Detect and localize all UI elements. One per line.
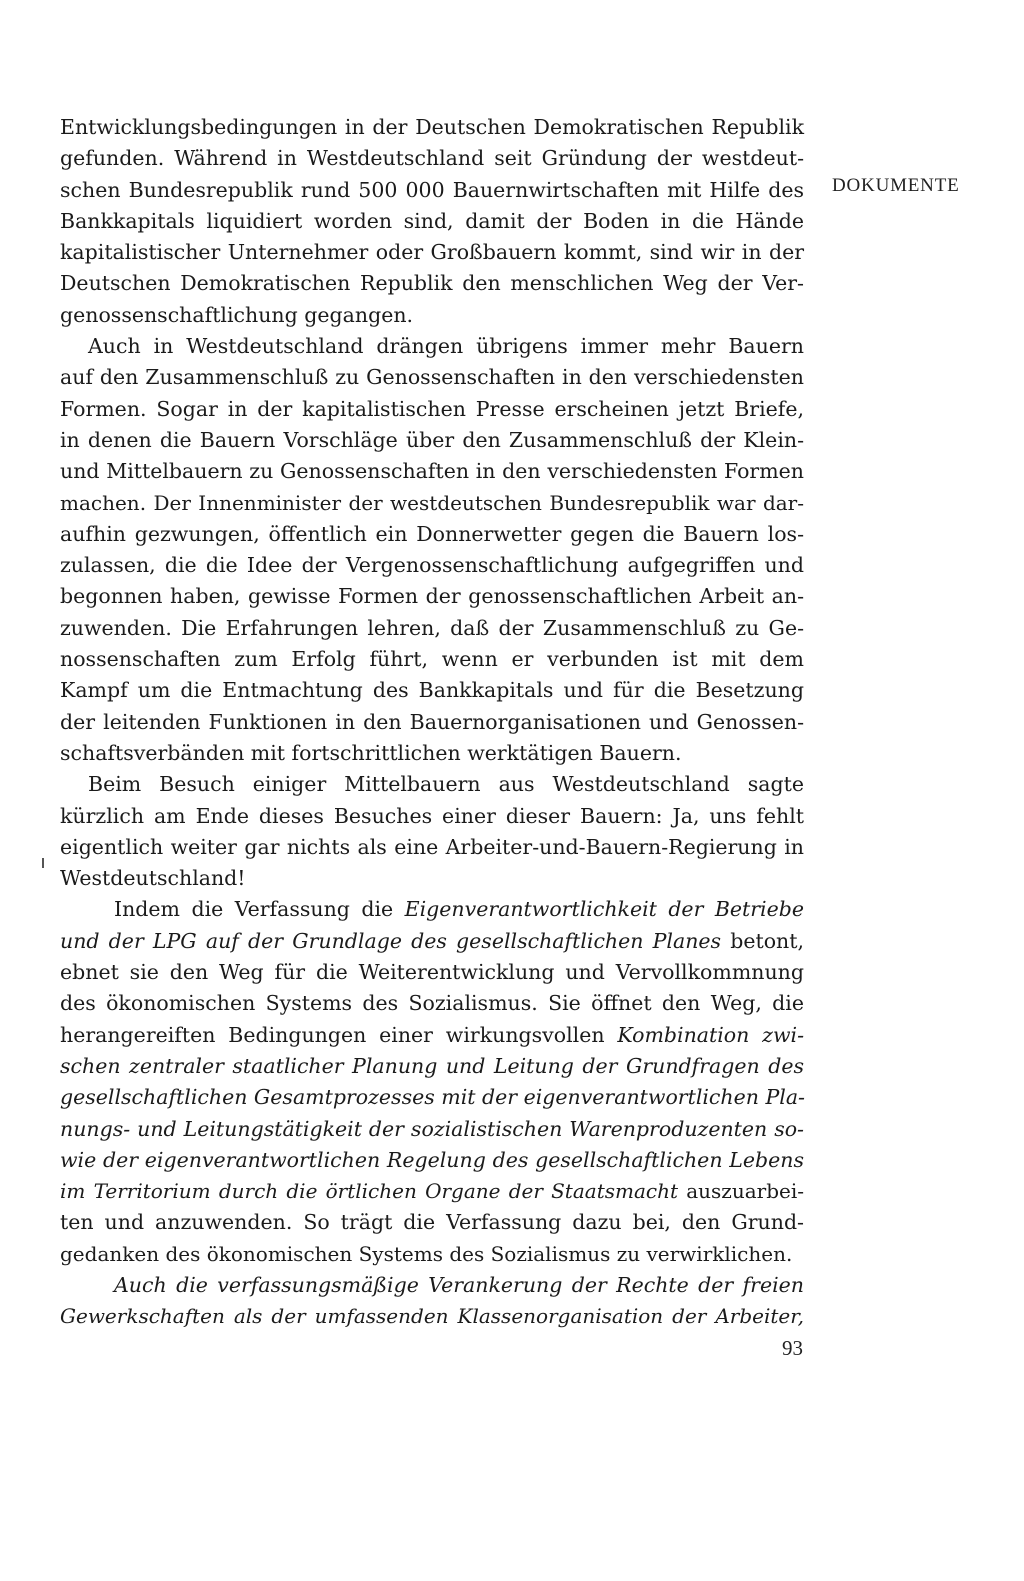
text-line [60, 1114, 804, 1145]
text-segment: auszuarbei- [678, 1179, 804, 1204]
italic-text-segment: Gewerkschaften als der umfassenden Klassenorganisation der Arbeiter, [60, 1304, 804, 1329]
text-segment: auf den Zusammenschluß zu Genossenschaften in den verschiedensten [60, 365, 804, 390]
text-line [60, 550, 804, 581]
italic-text-segment: gesellschaftlichen Gesamtprozesses mit der eigenverantwortlichen Pla- [60, 1085, 805, 1110]
text-line [60, 425, 804, 456]
body-text [60, 112, 804, 1333]
text-line [60, 832, 804, 863]
italic-text-segment: und der LPG auf der Grundlage des gesellschaftlichen Planes [60, 928, 722, 953]
text-line [60, 331, 804, 362]
italic-text-segment: Kombination zwi- [617, 1022, 804, 1047]
text-line [60, 519, 804, 550]
text-segment: Bankkapitals liquidiert worden sind, damit der Boden in die Hände [60, 208, 804, 233]
text-line [60, 894, 804, 925]
italic-text-segment: schen zentraler staatlicher Planung und Leitung der Grundfragen des [60, 1053, 804, 1078]
text-segment: schen Bundesrepublik rund 500 000 Bauernwirtschaften mit Hilfe des [60, 177, 804, 202]
text-line [60, 1207, 804, 1238]
text-segment: aufhin gezwungen, öffentlich ein Donnerwetter gegen die Bauern los- [60, 521, 804, 546]
text-line [60, 926, 804, 957]
text-line [60, 362, 804, 393]
text-segment: Westdeutschland! [60, 866, 246, 891]
text-segment: kapitalistischer Unternehmer oder Großbauern kommt, sind wir in der [60, 240, 804, 265]
text-line [60, 707, 804, 738]
text-line [60, 1239, 804, 1270]
text-segment: des ökonomischen Systems des Sozialismus. Sie öffnet den Weg, die [60, 991, 804, 1016]
text-segment: der leitenden Funktionen in den Bauernorganisationen und Genossen- [60, 709, 804, 734]
text-line [60, 1176, 804, 1207]
text-segment: schaftsverbänden mit fortschrittlichen werktätigen Bauern. [60, 740, 682, 765]
text-line [60, 769, 804, 800]
text-line [60, 801, 804, 832]
text-segment: herangereiften Bedingungen einer wirkungsvollen [60, 1022, 618, 1047]
text-line [60, 268, 804, 299]
text-segment: gedanken des ökonomischen Systems des Sozialismus zu verwirklichen. [60, 1241, 793, 1266]
text-segment: zuwenden. Die Erfahrungen lehren, daß der Zusammenschluß zu Ge- [60, 615, 804, 640]
italic-text-segment: Eigenverantwortlichkeit der Betriebe [404, 897, 804, 922]
text-line [60, 1270, 804, 1301]
text-line [60, 112, 804, 143]
text-line [60, 957, 804, 988]
text-segment: gefunden. Während in Westdeutschland seit Gründung der westdeut- [60, 146, 804, 171]
text-line [60, 206, 804, 237]
italic-text-segment: wie der eigenverantwortlichen Regelung des gesellschaftlichen Lebens [60, 1147, 804, 1172]
text-segment: ebnet sie den Weg für die Weiterentwicklung und Vervollkommnung [60, 960, 804, 985]
text-line [60, 237, 804, 268]
text-line [60, 613, 804, 644]
text-line [60, 1020, 804, 1051]
italic-text-segment: Auch die verfassungsmäßige Verankerung der Rechte der freien [114, 1272, 804, 1297]
text-segment: nossenschaften zum Erfolg führt, wenn er verbunden ist mit dem [60, 647, 804, 672]
text-segment: kürzlich am Ende dieses Besuches einer dieser Bauern: Ja, uns fehlt [60, 803, 804, 828]
italic-text-segment: nungs- und Leitungstätigkeit der sozialistischen Warenproduzenten so- [60, 1116, 804, 1141]
text-line [60, 300, 804, 331]
text-segment: begonnen haben, gewisse Formen der genossenschaftlichen Arbeit an- [60, 584, 804, 609]
text-segment: Indem die Verfassung die [114, 897, 405, 922]
text-segment: Beim Besuch einiger Mittelbauern aus Westdeutschland sagte [88, 772, 804, 797]
text-line [60, 1301, 804, 1332]
text-line [60, 1145, 804, 1176]
text-line [60, 456, 804, 487]
text-segment: machen. Der Innenminister der westdeutschen Bundesrepublik war dar- [60, 490, 804, 515]
text-line [60, 1051, 804, 1082]
text-segment: in denen die Bauern Vorschläge über den Zusammenschluß der Klein- [60, 427, 804, 452]
text-line [60, 863, 804, 894]
text-line [60, 988, 804, 1019]
text-segment: Formen. Sogar in der kapitalistischen Presse erscheinen jetzt Briefe, [60, 396, 804, 421]
text-segment: genossenschaftlichung gegangen. [60, 302, 414, 327]
text-line [60, 675, 804, 706]
text-segment: Kampf um die Entmachtung des Bankkapitals und für die Besetzung [60, 678, 804, 703]
text-line [60, 1082, 804, 1113]
text-line [60, 143, 804, 174]
scan-mark [42, 858, 44, 868]
page-number: 93 [782, 1336, 803, 1360]
text-segment: Entwicklungsbedingungen in der Deutschen Demokratischen Republik [60, 115, 804, 139]
text-segment: Auch in Westdeutschland drängen übrigens immer mehr Bauern [88, 334, 804, 359]
margin-heading: DOKUMENTE [832, 175, 960, 196]
text-segment: betont, [721, 928, 804, 953]
text-line [60, 175, 804, 206]
text-line [60, 394, 804, 425]
text-line [60, 581, 804, 612]
text-segment: und Mittelbauern zu Genossenschaften in den verschiedensten Formen [60, 459, 804, 484]
text-segment: zulassen, die die Idee der Vergenossenschaftlichung aufgegriffen und [60, 553, 804, 578]
text-line [60, 738, 804, 769]
text-segment: ten und anzuwenden. So trägt die Verfassung dazu bei, den Grund- [60, 1210, 804, 1235]
text-segment: eigentlich weiter gar nichts als eine Arbeiter-und-Bauern-Regierung in [60, 834, 804, 859]
text-line [60, 644, 804, 675]
text-segment: Deutschen Demokratischen Republik den menschlichen Weg der Ver- [60, 271, 804, 296]
italic-text-segment: im Territorium durch die örtlichen Organe der Staatsmacht [60, 1179, 678, 1204]
text-line [60, 488, 804, 519]
